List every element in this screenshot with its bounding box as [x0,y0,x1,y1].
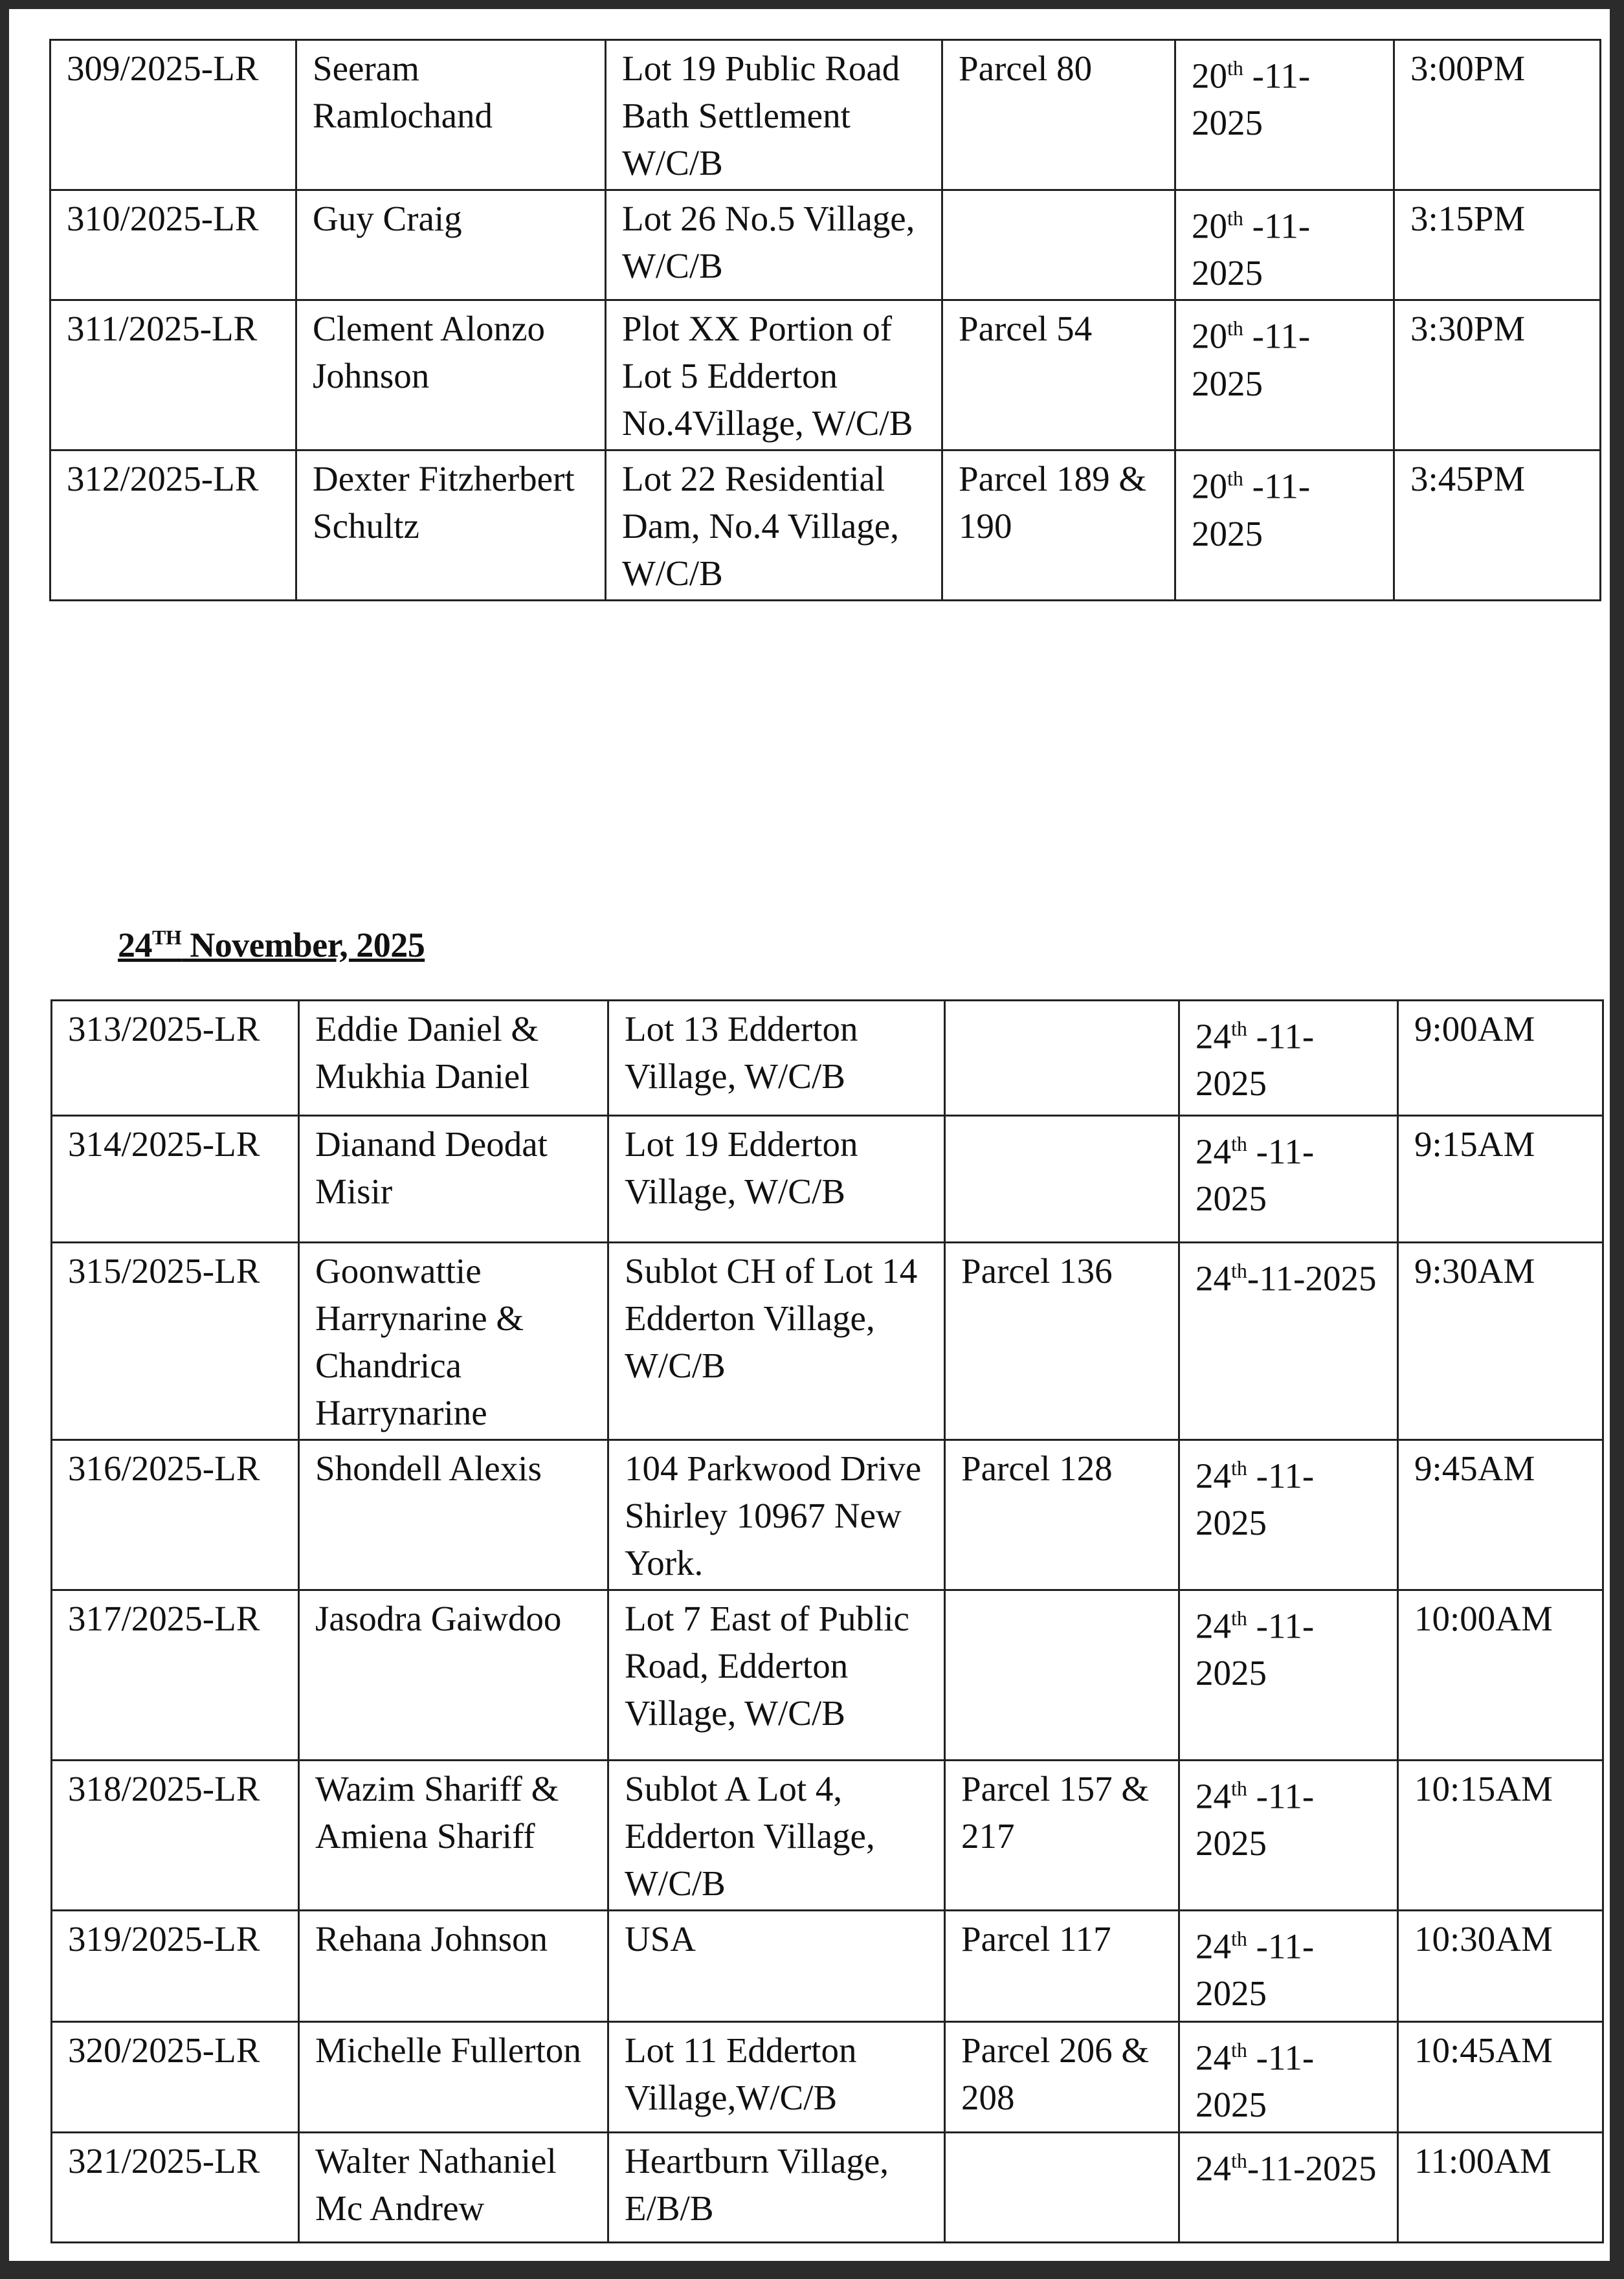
date-cell [1179,1911,1398,2022]
case-number-cell: 313/2025-LR [52,1001,299,1116]
date-cell [1179,1116,1398,1243]
case-number-cell: 309/2025-LR [50,40,296,190]
heading-rest: November, 2025 [181,926,425,964]
date-day: 24 [1196,1606,1231,1646]
applicant-name-cell: Dianand Deodat Misir [299,1116,608,1243]
applicant-name-cell: Seeram Ramlochand [296,40,606,190]
applicant-name-cell: Michelle Fullerton [299,2022,608,2133]
date-rest: -11-2025 [1196,1776,1315,1863]
table-row [52,1243,1603,1440]
table-row [52,1440,1603,1590]
date-day: 20 [1192,206,1227,246]
heading-suffix: TH [152,926,182,949]
table-row [50,40,1601,190]
date-rest: -11-2025 [1196,2038,1315,2125]
date-cell [1175,40,1394,190]
time-cell: 3:00PM [1394,40,1601,190]
date-cell [1175,450,1394,601]
applicant-name-cell: Goonwattie Harrynarine & Chandrica Harrynarine [299,1243,608,1440]
date-rest: -11-2025 [1196,1456,1315,1543]
date-day: 20 [1192,466,1227,506]
applicant-name-cell: Wazim Shariff & Amiena Shariff [299,1761,608,1911]
table-row [52,1590,1603,1761]
parcel-cell [945,1590,1179,1761]
applicant-name-cell: Guy Craig [296,190,606,300]
date-cell [1179,1590,1398,1761]
address-cell: Lot 13 Edderton Village, W/C/B [608,1001,945,1116]
date-suffix: th [1231,1606,1247,1630]
case-number-cell: 312/2025-LR [50,450,296,601]
date-rest: -11-2025 [1196,1016,1315,1104]
address-cell: 104 Parkwood Drive Shirley 10967 New York. [608,1440,945,1590]
table-row [50,190,1601,300]
case-number-cell: 310/2025-LR [50,190,296,300]
time-cell: 3:30PM [1394,300,1601,450]
case-number-cell: 311/2025-LR [50,300,296,450]
parcel-cell: Parcel 157 & 217 [945,1761,1179,1911]
applicant-name-cell: Eddie Daniel & Mukhia Daniel [299,1001,608,1116]
time-cell: 11:00AM [1398,2133,1603,2243]
date-suffix: th [1231,1132,1247,1155]
parcel-cell: Parcel 128 [945,1440,1179,1590]
date-rest: -11-2025 [1247,1258,1377,1298]
date-cell [1175,190,1394,300]
date-suffix: th [1231,1017,1247,1040]
case-number-cell: 320/2025-LR [52,2022,299,2133]
parcel-cell: Parcel 189 & 190 [942,450,1175,601]
address-cell: Plot XX Portion of Lot 5 Edderton No.4Village, W/C/B [606,300,942,450]
table-row [50,450,1601,601]
date-day: 20 [1192,316,1227,356]
address-cell: Lot 22 Residential Dam, No.4 Village, W/C/B [606,450,942,601]
date-day: 24 [1196,1016,1231,1056]
parcel-cell [945,2133,1179,2243]
case-number-cell: 317/2025-LR [52,1590,299,1761]
applicant-name-cell: Rehana Johnson [299,1911,608,2022]
table-row [52,1761,1603,1911]
address-cell: Lot 11 Edderton Village,W/C/B [608,2022,945,2133]
date-rest: -11-2025 [1192,56,1311,143]
table-body [50,40,1601,601]
table-body [52,1001,1603,2243]
date-rest: -11-2025 [1196,1606,1315,1693]
case-number-cell: 314/2025-LR [52,1116,299,1243]
section-heading-date [118,925,425,965]
time-cell: 9:45AM [1398,1440,1603,1590]
date-suffix: th [1227,206,1243,230]
date-cell [1179,1761,1398,1911]
parcel-cell: Parcel 80 [942,40,1175,190]
date-day: 24 [1196,2038,1231,2078]
parcel-cell: Parcel 206 & 208 [945,2022,1179,2133]
applicant-name-cell: Dexter Fitzherbert Schultz [296,450,606,601]
time-cell: 10:00AM [1398,1590,1603,1761]
applicant-name-cell: Walter Nathaniel Mc Andrew [299,2133,608,2243]
date-suffix: th [1231,1927,1247,1950]
date-suffix: th [1227,56,1243,80]
parcel-cell [942,190,1175,300]
table-row [52,2022,1603,2133]
time-cell: 9:15AM [1398,1116,1603,1243]
time-cell: 3:45PM [1394,450,1601,601]
case-number-cell: 316/2025-LR [52,1440,299,1590]
parcel-cell: Parcel 54 [942,300,1175,450]
parcel-cell [945,1001,1179,1116]
address-cell: Sublot CH of Lot 14 Edderton Village, W/C/B [608,1243,945,1440]
date-cell [1179,1440,1398,1590]
table-row [52,1911,1603,2022]
time-cell: 10:15AM [1398,1761,1603,1911]
table-row [50,300,1601,450]
date-suffix: th [1231,2038,1247,2062]
document-page [9,9,1610,2261]
applicant-name-cell: Clement Alonzo Johnson [296,300,606,450]
time-cell: 9:30AM [1398,1243,1603,1440]
date-cell [1175,300,1394,450]
date-cell [1179,1001,1398,1116]
address-cell: USA [608,1911,945,2022]
date-suffix: th [1231,1777,1247,1800]
date-rest: -11-2025 [1196,1131,1315,1219]
date-suffix: th [1231,1259,1247,1282]
date-day: 24 [1196,2148,1231,2188]
case-number-cell: 319/2025-LR [52,1911,299,2022]
parcel-cell: Parcel 136 [945,1243,1179,1440]
date-day: 24 [1196,1258,1231,1298]
date-rest: -11-2025 [1196,1926,1315,2014]
date-rest: -11-2025 [1247,2148,1377,2188]
date-day: 24 [1196,1926,1231,1966]
time-cell: 9:00AM [1398,1001,1603,1116]
address-cell: Heartburn Village, E/B/B [608,2133,945,2243]
date-day: 20 [1192,56,1227,96]
time-cell: 10:45AM [1398,2022,1603,2133]
time-cell: 3:15PM [1394,190,1601,300]
date-cell [1179,2022,1398,2133]
parcel-cell: Parcel 117 [945,1911,1179,2022]
date-suffix: th [1227,467,1243,491]
heading-day: 24 [118,926,152,964]
date-rest: -11-2025 [1192,466,1311,553]
applicant-name-cell: Shondell Alexis [299,1440,608,1590]
date-rest: -11-2025 [1192,316,1311,403]
date-suffix: th [1231,1456,1247,1480]
time-cell: 10:30AM [1398,1911,1603,2022]
address-cell: Lot 19 Edderton Village, W/C/B [608,1116,945,1243]
case-number-cell: 321/2025-LR [52,2133,299,2243]
date-day: 24 [1196,1131,1231,1172]
parcel-cell [945,1116,1179,1243]
date-cell [1179,2133,1398,2243]
table-row [52,2133,1603,2243]
address-cell: Lot 26 No.5 Village, W/C/B [606,190,942,300]
address-cell: Lot 19 Public Road Bath Settlement W/C/B [606,40,942,190]
hearing-schedule-table-20-november [49,39,1601,601]
table-row [52,1116,1603,1243]
date-day: 24 [1196,1456,1231,1496]
address-cell: Lot 7 East of Public Road, Edderton Village, W/C/B [608,1590,945,1761]
date-suffix: th [1227,317,1243,340]
date-suffix: th [1231,2149,1247,2172]
hearing-schedule-table-24-november [50,999,1604,2243]
case-number-cell: 315/2025-LR [52,1243,299,1440]
case-number-cell: 318/2025-LR [52,1761,299,1911]
address-cell: Sublot A Lot 4, Edderton Village, W/C/B [608,1761,945,1911]
date-cell [1179,1243,1398,1440]
applicant-name-cell: Jasodra Gaiwdoo [299,1590,608,1761]
date-day: 24 [1196,1776,1231,1816]
table-row [52,1001,1603,1116]
date-rest: -11-2025 [1192,206,1311,293]
